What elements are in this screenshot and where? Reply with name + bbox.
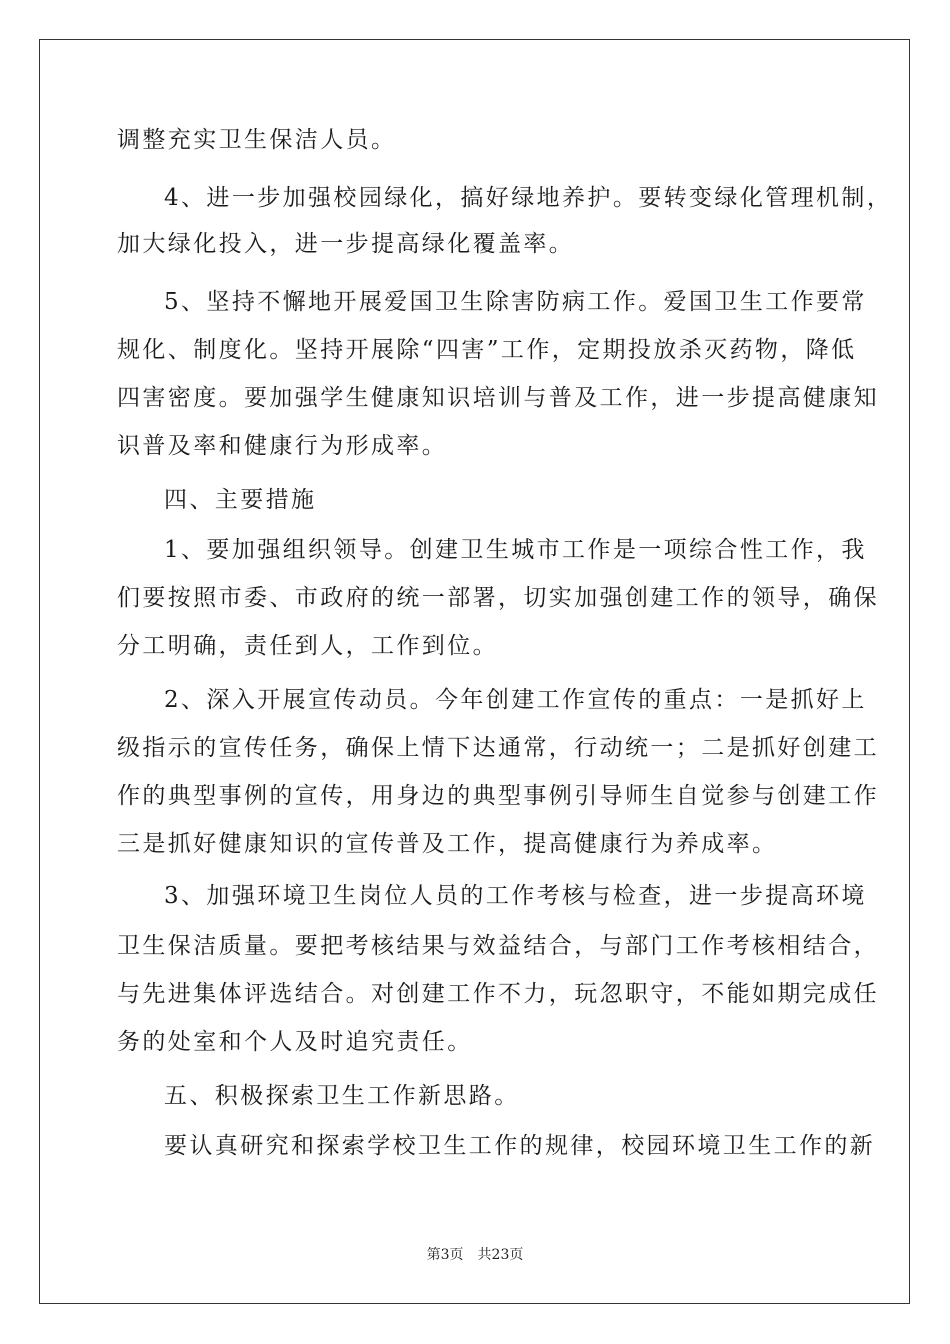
total-pages: 共23页 [477,1247,524,1263]
text-line: 级指示的宣传任务，确保上情下达通常，行动统一；二是抓好创建工 [117,735,879,761]
text-line: 5、坚持不懈地开展爱国卫生除害防病工作。爱国卫生工作要常 [164,289,867,315]
text-line: 1、要加强组织领导。创建卫生城市工作是一项综合性工作，我 [164,537,867,563]
text-line: 调整充实卫生保洁人员。 [117,127,397,153]
text-line: 加大绿化投入，进一步提高绿化覆盖率。 [117,231,575,257]
text-line: 卫生保洁质量。要把考核结果与效益结合，与部门工作考核相结合， [117,933,879,959]
text-line: 四害密度。要加强学生健康知识培训与普及工作，进一步提高健康知 [117,385,879,411]
text-line: 们要按照市委、市政府的统一部署，切实加强创建工作的领导，确保 [117,585,879,611]
text-line: 务的处室和个人及时追究责任。 [117,1029,473,1055]
page-number: 第3页 [426,1247,464,1263]
text-line: 分工明确，责任到人，工作到位。 [117,633,498,659]
text-line: 2、深入开展宣传动员。今年创建工作宣传的重点：一是抓好上 [164,687,867,713]
text-line: 识普及率和健康行为形成率。 [117,433,448,459]
text-line: 规化、制度化。坚持开展除“四害”工作，定期投放杀灭药物，降低 [117,337,857,363]
text-line: 3、加强环境卫生岗位人员的工作考核与检查，进一步提高环境 [164,883,867,909]
text-line: 4、进一步加强校园绿化，搞好绿地养护。要转变绿化管理机制， [164,185,893,211]
section-heading: 五、积极探索卫生工作新思路。 [164,1083,520,1109]
text-line: 三是抓好健康知识的宣传普及工作，提高健康行为养成率。 [117,831,778,857]
page-footer [0,1246,950,1264]
text-line: 与先进集体评选结合。对创建工作不力，玩忽职守，不能如期完成任 [117,981,879,1007]
section-heading: 四、主要措施 [164,487,317,513]
text-line: 要认真研究和探索学校卫生工作的规律，校园环境卫生工作的新 [164,1133,876,1159]
text-line: 作的典型事例的宣传，用身边的典型事例引导师生自觉参与创建工作 [117,783,879,809]
